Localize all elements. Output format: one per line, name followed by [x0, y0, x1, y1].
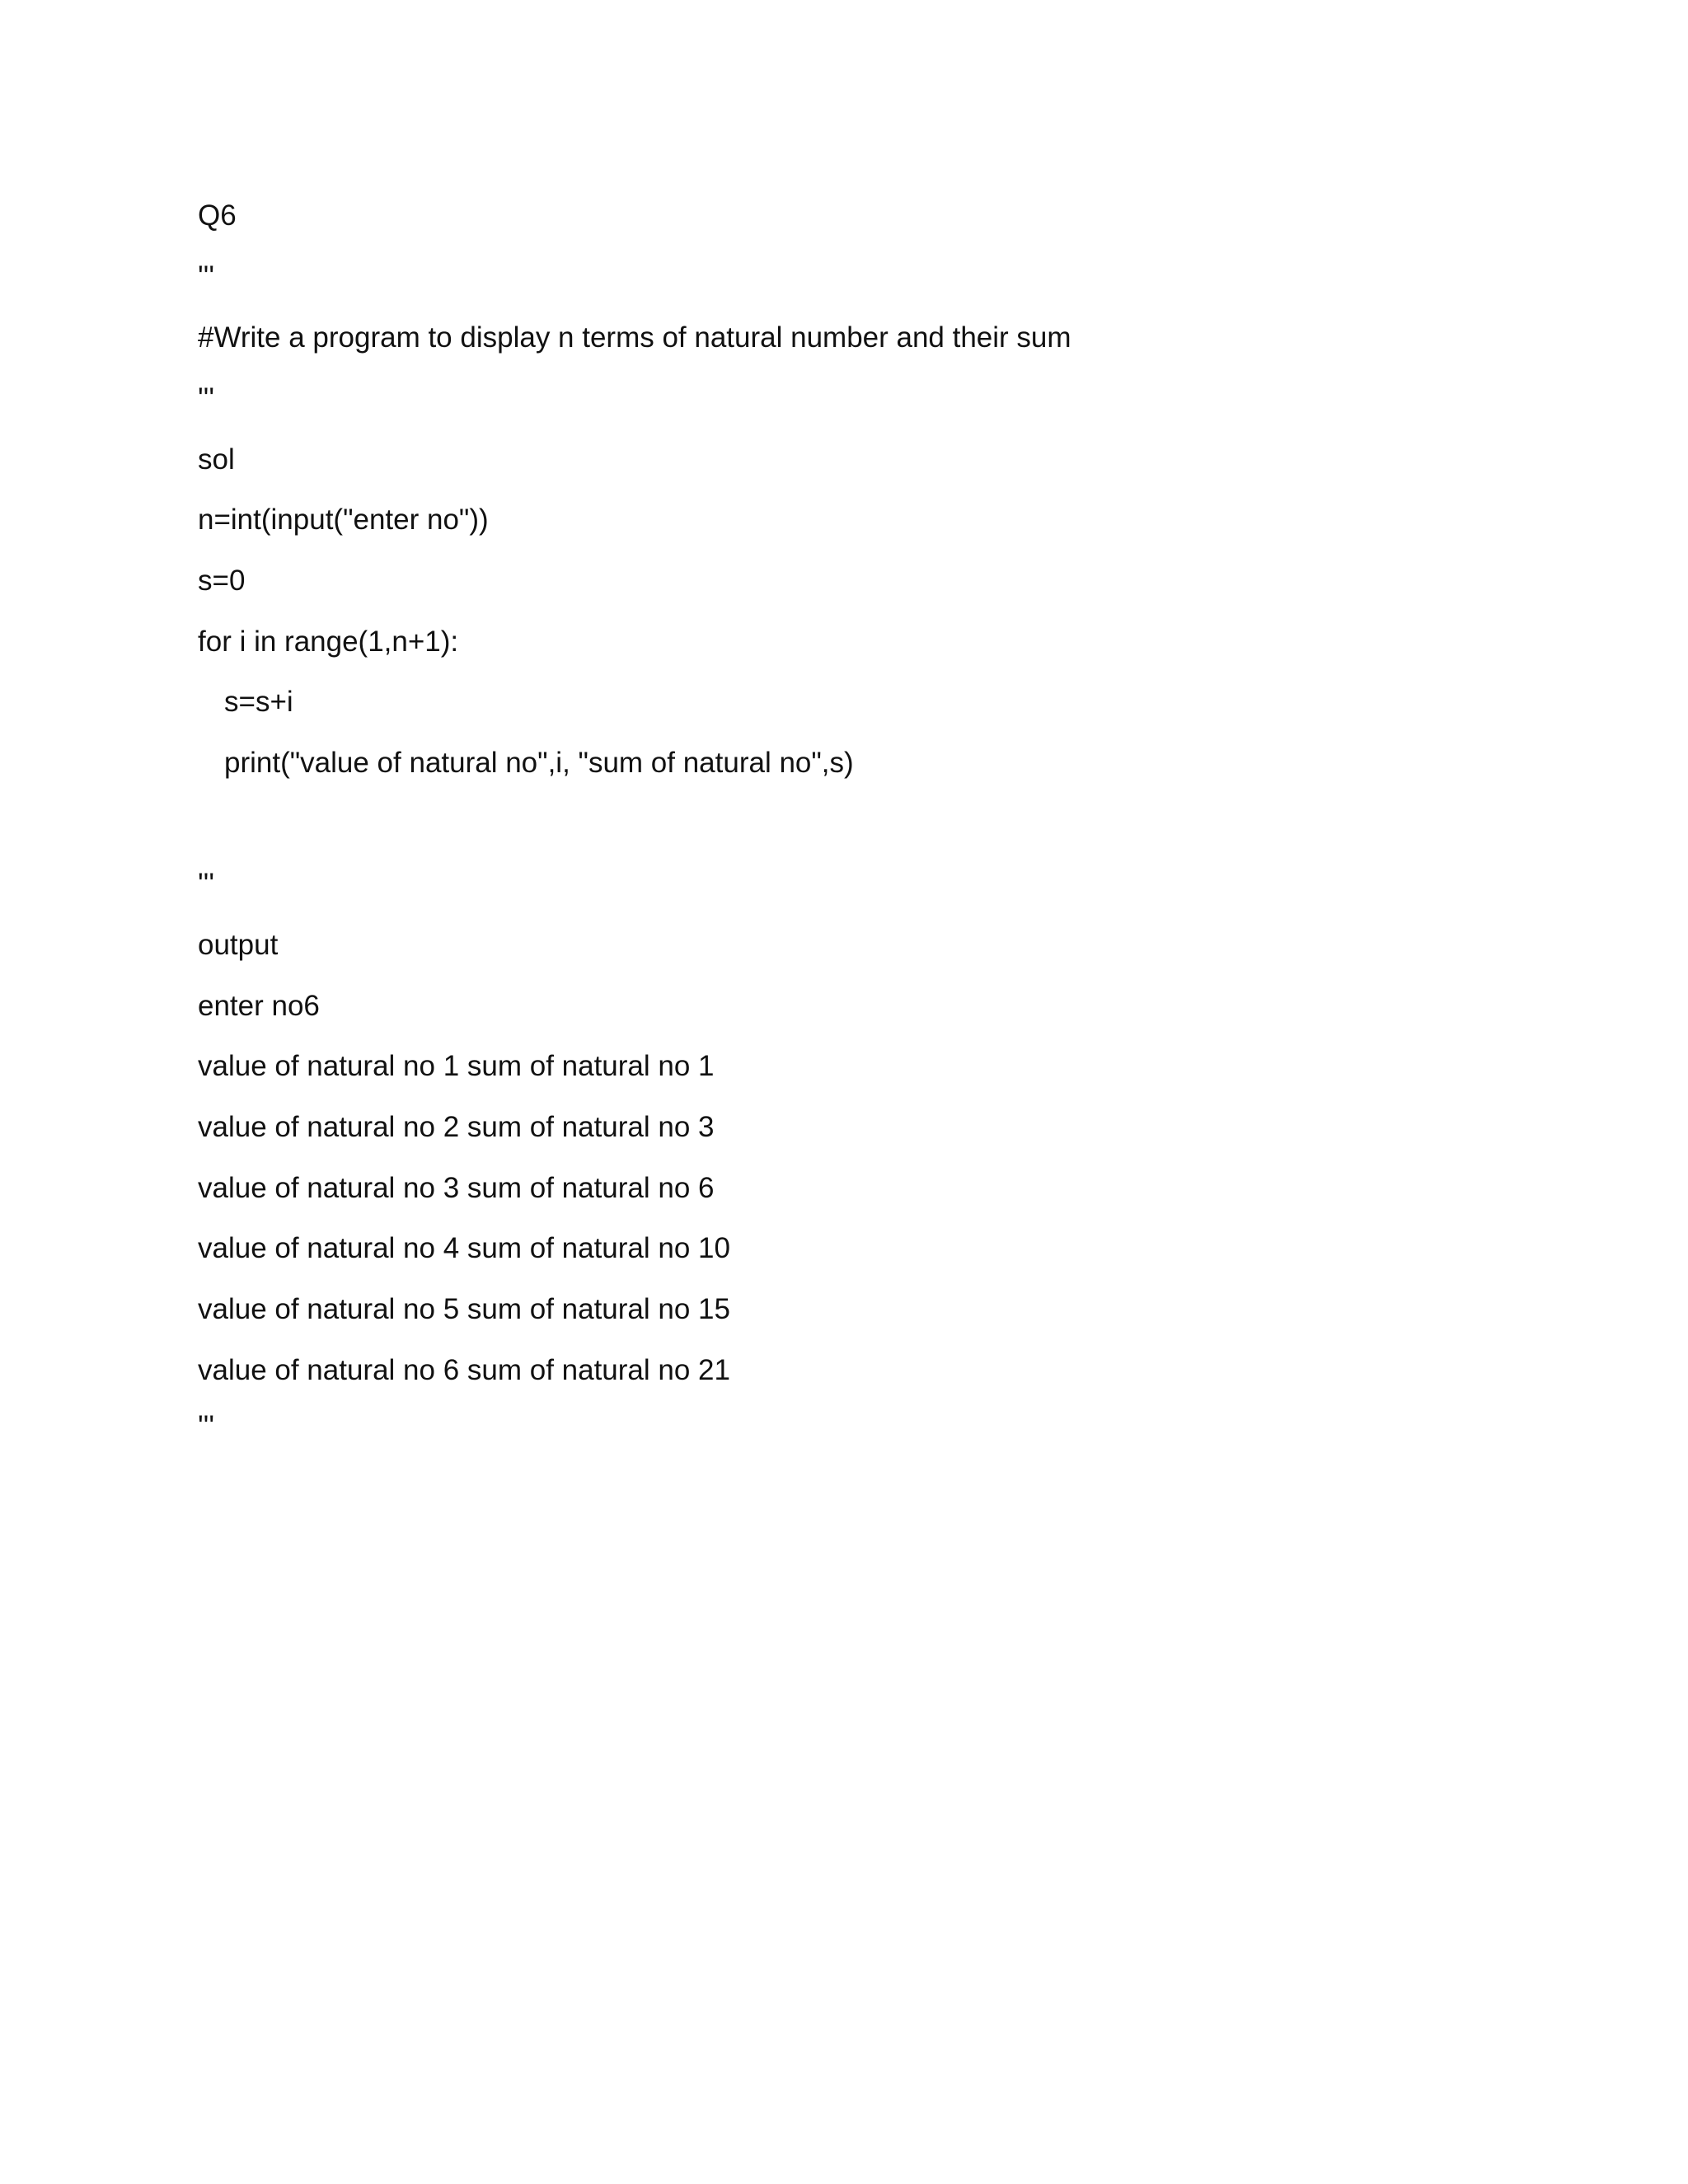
code-line: s=0 [198, 565, 246, 597]
output-line: value of natural no 6 sum of natural no 21 [198, 1354, 730, 1386]
output-line: value of natural no 3 sum of natural no 6 [198, 1172, 715, 1204]
output-docstring-open: ''' [198, 868, 215, 900]
output-line: value of natural no 1 sum of natural no 1 [198, 1050, 715, 1082]
output-line: enter no6 [198, 990, 320, 1022]
code-line-indented: print("value of natural no",i, "sum of natural no",s) [224, 747, 854, 779]
docstring-open: ''' [198, 260, 215, 293]
output-docstring-close: ''' [198, 1410, 215, 1442]
output-line: value of natural no 2 sum of natural no 3 [198, 1111, 715, 1143]
code-line: n=int(input("enter no")) [198, 504, 489, 536]
output-line: value of natural no 5 sum of natural no 15 [198, 1293, 730, 1325]
output-line: value of natural no 4 sum of natural no 10 [198, 1232, 730, 1264]
output-label: output [198, 929, 279, 961]
question-heading: Q6 [198, 199, 237, 232]
code-line-indented: s=s+i [224, 686, 293, 718]
docstring-close: ''' [198, 382, 215, 415]
solution-label: sol [198, 443, 235, 476]
task-statement: #Write a program to display n terms of natural number and their sum [198, 321, 1071, 354]
code-line: for i in range(1,n+1): [198, 626, 459, 658]
